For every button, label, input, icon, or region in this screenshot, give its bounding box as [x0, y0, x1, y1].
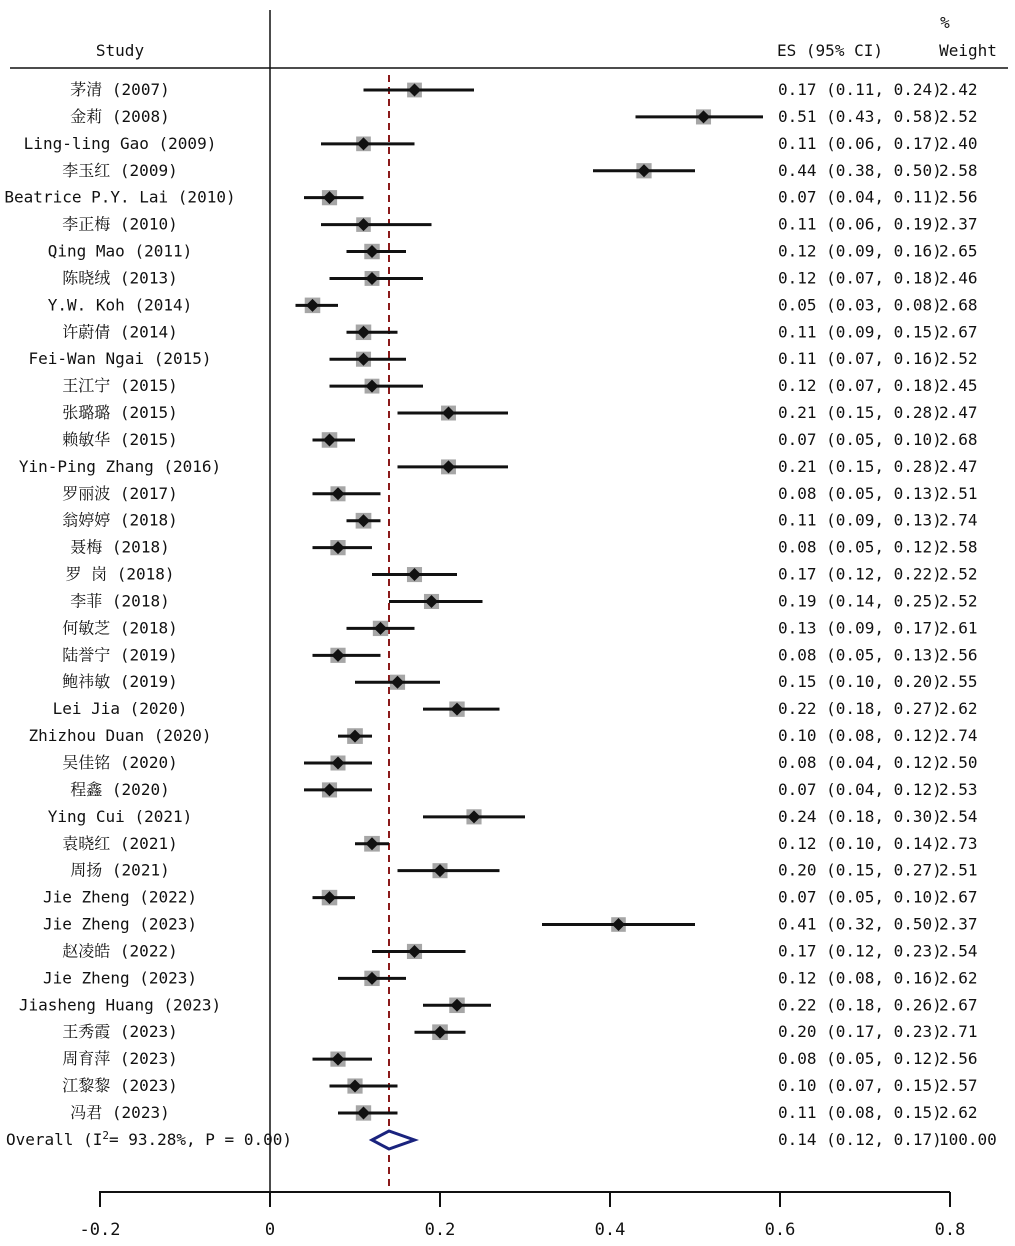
- study-label: 周育萍 (2023): [62, 1049, 178, 1069]
- study-label: 聂梅 (2018): [70, 537, 170, 557]
- x-tick-label: -0.2: [79, 1220, 121, 1240]
- study-row: [62, 753, 977, 772]
- es-ci-text: 0.07 (0.05, 0.10): [778, 887, 942, 907]
- x-tick-label: 0.8: [934, 1220, 966, 1240]
- es-header: ES (95% CI): [777, 41, 883, 60]
- es-ci-text: 0.10 (0.08, 0.12): [778, 726, 942, 746]
- es-ci-text: 0.19 (0.14, 0.25): [778, 591, 942, 611]
- study-label: 赵凌皓 (2022): [62, 941, 178, 961]
- study-label: 罗 岗 (2018): [65, 564, 175, 584]
- study-row: [62, 941, 977, 960]
- es-ci-text: 0.17 (0.12, 0.23): [778, 941, 942, 961]
- study-row: [62, 834, 977, 853]
- study-label: 李玉红 (2009): [62, 160, 178, 180]
- es-ci-text: 0.17 (0.12, 0.22): [778, 564, 942, 584]
- es-ci-text: 0.11 (0.08, 0.15): [778, 1102, 942, 1122]
- es-ci-text: 0.11 (0.07, 0.16): [778, 349, 942, 369]
- weight-percent-header: %: [940, 13, 950, 32]
- study-row: [70, 861, 977, 880]
- weight-text: 2.51: [939, 483, 978, 503]
- weight-text: 2.37: [939, 214, 978, 234]
- weight-text: 2.62: [939, 968, 978, 988]
- study-label: Jie Zheng (2023): [42, 968, 198, 988]
- study-row: [62, 645, 977, 664]
- weight-text: 2.37: [939, 914, 978, 934]
- study-row: [48, 807, 978, 826]
- study-label: 赖敏华 (2015): [62, 429, 178, 449]
- es-ci-text: 0.07 (0.05, 0.10): [778, 429, 942, 449]
- study-label: Fei-Wan Ngai (2015): [28, 349, 212, 369]
- weight-text: 2.67: [939, 887, 978, 907]
- study-row: [70, 80, 977, 99]
- study-header: Study: [95, 41, 145, 60]
- weight-text: 2.67: [939, 322, 978, 342]
- study-label: 王江宁 (2015): [62, 376, 178, 396]
- es-ci-text: 0.41 (0.32, 0.50): [778, 914, 942, 934]
- weight-text: 2.67: [939, 995, 978, 1015]
- study-label: 金莉 (2008): [70, 106, 170, 126]
- es-ci-text: 0.15 (0.10, 0.20): [778, 672, 942, 692]
- study-row: [62, 1076, 977, 1095]
- weight-text: 2.74: [939, 510, 978, 530]
- study-row: [65, 565, 977, 584]
- es-ci-text: 0.20 (0.17, 0.23): [778, 1022, 942, 1042]
- study-row: [70, 538, 977, 557]
- study-label: Qing Mao (2011): [47, 241, 193, 261]
- weight-text: 2.68: [939, 295, 978, 315]
- es-ci-text: 0.11 (0.09, 0.15): [778, 322, 942, 342]
- study-label: Jie Zheng (2022): [42, 887, 198, 907]
- weight-header: Weight: [939, 41, 997, 60]
- es-ci-text: 0.08 (0.05, 0.13): [778, 645, 942, 665]
- es-ci-text: 0.21 (0.15, 0.28): [778, 456, 942, 476]
- weight-text: 2.57: [939, 1076, 978, 1096]
- study-row: [48, 295, 978, 314]
- study-label: 江黎黎 (2023): [62, 1076, 178, 1096]
- es-ci-text: 0.11 (0.09, 0.13): [778, 510, 942, 530]
- study-label: 许蔚倩 (2014): [62, 322, 178, 342]
- study-row: [62, 1022, 977, 1041]
- es-ci-text: 0.12 (0.09, 0.16): [778, 241, 942, 261]
- overall-label: Overall ($I^2= 93.28\%$, P = 0.00): [6, 1128, 292, 1149]
- study-row: [70, 1103, 977, 1122]
- study-row: [62, 376, 977, 395]
- weight-text: 2.51: [939, 860, 978, 880]
- weight-text: 2.73: [939, 833, 978, 853]
- study-label: Y.W. Koh (2014): [47, 295, 193, 315]
- study-row: [28, 726, 977, 745]
- es-ci-text: 0.21 (0.15, 0.28): [778, 403, 942, 423]
- weight-text: 2.56: [939, 187, 978, 207]
- study-row: [43, 888, 978, 907]
- study-label: 冯君 (2023): [70, 1102, 170, 1122]
- weight-text: 2.65: [939, 241, 978, 261]
- weight-text: 2.52: [939, 106, 978, 126]
- study-label: 吴佳铭 (2020): [62, 753, 178, 772]
- study-label: 茅清 (2007): [70, 80, 170, 99]
- study-row: [28, 349, 977, 368]
- study-row: [70, 107, 977, 126]
- study-label: 张璐璐 (2015): [62, 403, 178, 423]
- weight-text: 2.74: [939, 726, 978, 746]
- study-row: [70, 591, 977, 610]
- es-ci-text: 0.10 (0.07, 0.15): [778, 1076, 942, 1096]
- es-ci-text: 0.22 (0.18, 0.27): [778, 699, 942, 719]
- study-row: [19, 995, 978, 1014]
- study-row: [62, 1049, 977, 1068]
- weight-text: 2.50: [939, 753, 978, 772]
- study-label: 翁婷婷 (2018): [62, 510, 178, 530]
- es-ci-text: 0.11 (0.06, 0.17): [778, 133, 942, 153]
- weight-text: 2.45: [939, 376, 978, 396]
- study-label: 程鑫 (2020): [70, 779, 170, 799]
- study-row: [62, 268, 977, 287]
- es-ci-text: 0.12 (0.07, 0.18): [778, 268, 942, 288]
- es-ci-text: 0.08 (0.04, 0.12): [778, 753, 942, 772]
- study-row: [62, 672, 977, 691]
- es-ci-text: 0.20 (0.15, 0.27): [778, 860, 942, 880]
- weight-text: 2.52: [939, 564, 978, 584]
- study-row: [4, 188, 977, 207]
- es-ci-text: 0.08 (0.05, 0.13): [778, 483, 942, 503]
- study-label: Zhizhou Duan (2020): [28, 726, 212, 746]
- study-label: 陈晓绒 (2013): [62, 268, 178, 288]
- weight-text: 2.58: [939, 537, 978, 557]
- es-ci-text: 0.12 (0.07, 0.18): [778, 376, 942, 396]
- study-row: [62, 484, 977, 503]
- weight-text: 2.55: [939, 672, 978, 692]
- study-label: 鲍祎敏 (2019): [62, 672, 178, 692]
- study-label: Jie Zheng (2023): [42, 914, 198, 934]
- es-ci-text: 0.51 (0.43, 0.58): [778, 106, 942, 126]
- study-label: Lei Jia (2020): [52, 699, 188, 719]
- study-label: 李菲 (2018): [70, 591, 170, 611]
- weight-text: 2.56: [939, 645, 978, 665]
- study-row: [53, 699, 978, 718]
- study-label: 李正梅 (2010): [62, 214, 178, 234]
- overall-weight-text: 100.00: [939, 1130, 997, 1149]
- weight-text: 2.54: [939, 941, 978, 961]
- weight-text: 2.62: [939, 1102, 978, 1122]
- es-ci-text: 0.12 (0.08, 0.16): [778, 968, 942, 988]
- study-row: [62, 322, 977, 341]
- study-row: [19, 457, 978, 476]
- study-row: [43, 915, 978, 934]
- study-label: 袁晓红 (2021): [62, 833, 178, 853]
- study-label: 周扬 (2021): [70, 860, 170, 880]
- x-tick-label: 0.2: [424, 1220, 456, 1240]
- study-rows: [4, 80, 977, 1122]
- study-label: 王秀霞 (2023): [62, 1022, 178, 1042]
- study-label: Ying Cui (2021): [47, 806, 193, 826]
- study-row: [62, 430, 977, 449]
- study-label: 何敏芝 (2018): [62, 618, 178, 638]
- es-ci-text: 0.44 (0.38, 0.50): [778, 160, 942, 180]
- x-tick-label: 0.4: [594, 1220, 626, 1240]
- study-row: [24, 134, 978, 153]
- study-row: [43, 968, 978, 987]
- weight-text: 2.47: [939, 403, 978, 423]
- es-ci-text: 0.24 (0.18, 0.30): [778, 806, 942, 826]
- es-ci-text: 0.12 (0.10, 0.14): [778, 833, 942, 853]
- x-tick-label: 0.6: [764, 1220, 796, 1240]
- weight-text: 2.47: [939, 456, 978, 476]
- weight-text: 2.54: [939, 806, 978, 826]
- study-row: [62, 618, 977, 637]
- study-label: Jiasheng Huang (2023): [18, 995, 222, 1015]
- weight-text: 2.40: [939, 133, 978, 153]
- weight-text: 2.71: [939, 1022, 978, 1042]
- study-row: [70, 780, 977, 799]
- overall-es-text: 0.14 (0.12, 0.17): [778, 1130, 942, 1149]
- weight-text: 2.52: [939, 591, 978, 611]
- study-row: [62, 161, 977, 180]
- weight-text: 2.61: [939, 618, 978, 638]
- overall-diamond: [372, 1131, 415, 1149]
- es-ci-text: 0.17 (0.11, 0.24): [778, 80, 942, 99]
- weight-text: 2.68: [939, 429, 978, 449]
- study-row: [62, 215, 977, 234]
- es-ci-text: 0.11 (0.06, 0.19): [778, 214, 942, 234]
- es-ci-text: 0.07 (0.04, 0.12): [778, 779, 942, 799]
- study-label: Ling-ling Gao (2009): [23, 133, 217, 153]
- weight-text: 2.42: [939, 80, 978, 99]
- es-ci-text: 0.08 (0.05, 0.12): [778, 1049, 942, 1069]
- es-ci-text: 0.05 (0.03, 0.08): [778, 295, 942, 315]
- study-row: [48, 242, 978, 261]
- study-label: 罗丽波 (2017): [62, 483, 178, 503]
- weight-text: 2.58: [939, 160, 978, 180]
- weight-text: 2.53: [939, 779, 978, 799]
- study-label: 陆誉宁 (2019): [62, 645, 178, 665]
- weight-text: 2.46: [939, 268, 978, 288]
- study-row: [62, 511, 977, 530]
- x-tick-label: 0: [264, 1220, 276, 1240]
- x-axis-ticks: [80, 1192, 966, 1240]
- weight-text: 2.56: [939, 1049, 978, 1069]
- study-label: Yin-Ping Zhang (2016): [18, 456, 222, 476]
- study-label: Beatrice P.Y. Lai (2010): [4, 187, 236, 207]
- es-ci-text: 0.13 (0.09, 0.17): [778, 618, 942, 638]
- study-row: [62, 403, 977, 422]
- es-ci-text: 0.07 (0.04, 0.11): [778, 187, 942, 207]
- weight-text: 2.62: [939, 699, 978, 719]
- es-ci-text: 0.08 (0.05, 0.12): [778, 537, 942, 557]
- es-ci-text: 0.22 (0.18, 0.26): [778, 995, 942, 1015]
- weight-text: 2.52: [939, 349, 978, 369]
